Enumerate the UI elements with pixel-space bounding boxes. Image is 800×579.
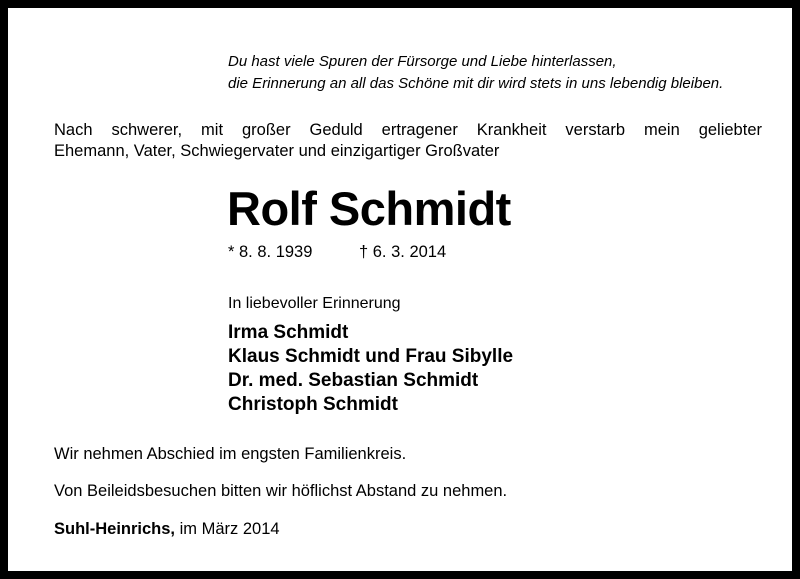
mourners-list	[228, 321, 513, 417]
memory-line: In liebevoller Erinnerung	[228, 295, 401, 312]
intro-text	[54, 120, 762, 162]
mourner-name: Christoph Schmidt	[228, 394, 398, 415]
intro-line-1: Nach schwerer, mit großer Geduld ertragener Krankheit verstarb mein geliebter	[54, 121, 762, 139]
death-date: † 6. 3. 2014	[359, 243, 447, 261]
motto-line-1: Du hast viele Spuren der Fürsorge und Liebe hinterlassen,	[228, 53, 617, 70]
intro-line-2: Ehemann, Vater, Schwiegervater und einzigartiger Großvater	[54, 142, 500, 160]
deceased-name: Rolf Schmidt	[227, 182, 511, 235]
motto-quote	[228, 51, 788, 95]
motto-line-2: die Erinnerung an all das Schöne mit dir wird stets in uns lebendig bleiben.	[228, 75, 724, 92]
mourner-name: Dr. med. Sebastian Schmidt	[228, 370, 479, 391]
life-dates	[228, 242, 447, 262]
mourner-name: Klaus Schmidt und Frau Sibylle	[228, 346, 514, 367]
notice-date: im März 2014	[179, 520, 280, 538]
place-name: Suhl-Heinrichs,	[54, 520, 176, 538]
mourner-name: Irma Schmidt	[228, 322, 349, 343]
farewell-note: Wir nehmen Abschied im engsten Familienkreis.	[54, 445, 407, 463]
place-and-date	[54, 519, 280, 539]
condolence-note: Von Beileidsbesuchen bitten wir höflichst Abstand zu nehmen.	[54, 482, 508, 500]
birth-date: * 8. 8. 1939	[228, 243, 313, 261]
